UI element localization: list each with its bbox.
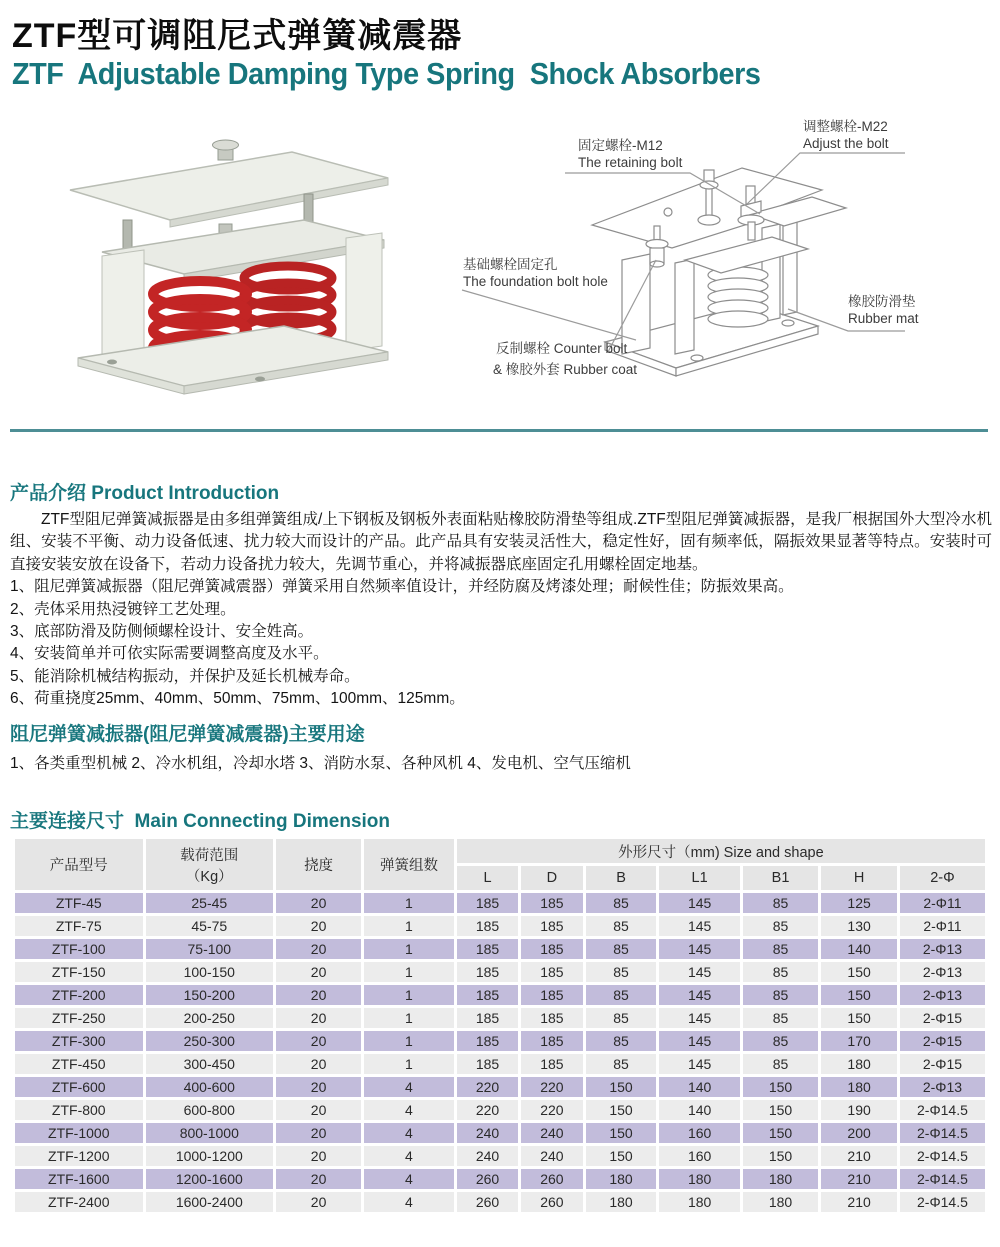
- table-cell: 1600-2400: [146, 1192, 274, 1212]
- col-header-L1: L1: [659, 866, 739, 890]
- table-cell: 1: [364, 1031, 454, 1051]
- table-cell: 185: [521, 962, 582, 982]
- table-cell: 20: [276, 962, 361, 982]
- table-cell: 240: [521, 1146, 582, 1166]
- table-cell: 220: [521, 1100, 582, 1120]
- table-cell: 180: [821, 1077, 897, 1097]
- table-cell: 140: [821, 939, 897, 959]
- table-cell: 85: [586, 1008, 657, 1028]
- table-cell: 85: [586, 916, 657, 936]
- table-cell: 45-75: [146, 916, 274, 936]
- table-cell: 185: [521, 939, 582, 959]
- col-header-spring-groups: 弹簧组数: [364, 839, 454, 890]
- table-cell: 20: [276, 1031, 361, 1051]
- table-cell: 240: [457, 1123, 518, 1143]
- table-cell: 180: [659, 1169, 739, 1189]
- table-cell: 20: [276, 939, 361, 959]
- table-cell: 200-250: [146, 1008, 274, 1028]
- intro-item: 1、阻尼弹簧减振器（阻尼弹簧减震器）弹簧采用自然频率值设计，并经防腐及烤漆处理；耐候性佳；防振效果高。: [10, 578, 794, 596]
- table-cell: 800-1000: [146, 1123, 274, 1143]
- table-cell: 85: [743, 1054, 819, 1074]
- table-cell: 1000-1200: [146, 1146, 274, 1166]
- table-cell: 20: [276, 1077, 361, 1097]
- table-cell: 4: [364, 1077, 454, 1097]
- table-cell: 185: [457, 939, 518, 959]
- table-cell: 85: [743, 939, 819, 959]
- label-rubber-mat-zh: 橡胶防滑垫: [848, 294, 916, 309]
- main-uses-text: 1、各类重型机械 2、冷水机组，冷却水塔 3、消防水泵、各种风机 4、发电机、空气压缩机: [10, 755, 631, 772]
- table-cell: 145: [659, 916, 739, 936]
- col-header-load-range: [146, 839, 274, 890]
- table-cell: 145: [659, 1054, 739, 1074]
- spring-absorber-photo-image: [50, 132, 400, 397]
- product-introduction-text: [10, 509, 992, 711]
- table-row: [15, 893, 985, 913]
- product-photo: [50, 132, 400, 397]
- table-cell: 150: [586, 1077, 657, 1097]
- label-counter-bolt: 反制螺栓 Counter bolt: [496, 341, 628, 356]
- label-retaining-bolt-en: The retaining bolt: [578, 155, 683, 170]
- table-cell: 140: [659, 1100, 739, 1120]
- table-cell: 220: [521, 1077, 582, 1097]
- table-cell: 25-45: [146, 893, 274, 913]
- table-cell: ZTF-1600: [15, 1169, 143, 1189]
- table-cell: 2-Φ13: [900, 962, 985, 982]
- table-row: [15, 1008, 985, 1028]
- table-cell: 185: [521, 1031, 582, 1051]
- table-cell: 210: [821, 1169, 897, 1189]
- table-cell: ZTF-450: [15, 1054, 143, 1074]
- table-row: [15, 1077, 985, 1097]
- table-cell: ZTF-1000: [15, 1123, 143, 1143]
- table-cell: 20: [276, 985, 361, 1005]
- table-cell: 85: [743, 893, 819, 913]
- table-cell: 185: [521, 916, 582, 936]
- table-cell: 85: [743, 962, 819, 982]
- table-cell: 20: [276, 1100, 361, 1120]
- table-cell: 85: [586, 1054, 657, 1074]
- col-header-D: D: [521, 866, 582, 890]
- intro-item: 4、安装简单并可依实际需要调整高度及水平。: [10, 645, 329, 663]
- table-cell: 2-Φ13: [900, 939, 985, 959]
- table-cell: ZTF-1200: [15, 1146, 143, 1166]
- table-cell: 20: [276, 893, 361, 913]
- page-title-chinese: ZTF型可调阻尼式弹簧减震器: [12, 17, 463, 55]
- table-row: [15, 1031, 985, 1051]
- table-row: [15, 1100, 985, 1120]
- table-cell: 150: [743, 1100, 819, 1120]
- table-cell: ZTF-300: [15, 1031, 143, 1051]
- table-cell: 2-Φ14.5: [900, 1123, 985, 1143]
- table-cell: 185: [457, 893, 518, 913]
- table-cell: 2-Φ14.5: [900, 1100, 985, 1120]
- table-cell: 85: [586, 893, 657, 913]
- table-row: [15, 985, 985, 1005]
- label-foundation-hole-zh: 基础螺栓固定孔: [463, 257, 558, 272]
- col-header-deflection: 挠度: [276, 839, 361, 890]
- table-cell: 20: [276, 1192, 361, 1212]
- table-cell: 145: [659, 962, 739, 982]
- table-cell: 2-Φ11: [900, 916, 985, 936]
- label-retaining-bolt-zh: 固定螺栓-M12: [578, 138, 663, 153]
- table-cell: 85: [743, 1031, 819, 1051]
- table-cell: 220: [457, 1077, 518, 1097]
- col-header-B: B: [586, 866, 657, 890]
- table-cell: 4: [364, 1169, 454, 1189]
- spec-table-container: [12, 836, 988, 1215]
- table-cell: 260: [457, 1192, 518, 1212]
- table-cell: 150: [821, 1008, 897, 1028]
- table-cell: 300-450: [146, 1054, 274, 1074]
- table-row: [15, 1146, 985, 1166]
- label-rubber-coat: & 橡胶外套 Rubber coat: [493, 362, 638, 377]
- label-rubber-mat-en: Rubber mat: [848, 311, 919, 326]
- table-cell: 2-Φ15: [900, 1031, 985, 1051]
- table-cell: 150: [586, 1100, 657, 1120]
- table-cell: 185: [457, 916, 518, 936]
- table-cell: 20: [276, 916, 361, 936]
- table-cell: 260: [457, 1169, 518, 1189]
- table-cell: 20: [276, 1008, 361, 1028]
- table-cell: 180: [586, 1192, 657, 1212]
- table-cell: 185: [457, 1054, 518, 1074]
- table-cell: 145: [659, 1008, 739, 1028]
- intro-item: 3、底部防滑及防侧倾螺栓设计、安全姓高。: [10, 623, 314, 641]
- table-cell: 180: [821, 1054, 897, 1074]
- col-header-L: L: [457, 866, 518, 890]
- table-cell: 85: [743, 1008, 819, 1028]
- spec-table: [12, 836, 988, 1215]
- section-heading-main-uses: 阻尼弹簧减振器(阻尼弹簧减震器)主要用途: [10, 724, 365, 745]
- intro-paragraph: ZTF型阻尼弹簧减振器是由多组弹簧组成/上下钢板及钢板外表面粘贴橡胶防滑垫等组成.ZTF型阻尼弹簧减振器，是我厂根据国外大型冷水机组、安装不平衡、动力设备低速、扰力较大而设计的产品。此产品具有安装灵活性大，稳定性好，固有频率低，隔振效果显著等特点。安装时可直接安装安放在设备下，若动力设备扰力较大，先调节重心，并将减振器底座固定孔用螺栓固定地基。: [10, 511, 992, 573]
- table-cell: 260: [521, 1192, 582, 1212]
- table-cell: 20: [276, 1054, 361, 1074]
- teal-divider-line: [10, 429, 988, 432]
- col-header-H: H: [821, 866, 897, 890]
- table-cell: 260: [521, 1169, 582, 1189]
- table-cell: 150: [586, 1123, 657, 1143]
- label-rubber-mat: [848, 293, 919, 327]
- label-retaining-bolt: [578, 137, 682, 171]
- col-header-B1: B1: [743, 866, 819, 890]
- table-cell: 150: [821, 962, 897, 982]
- table-cell: 100-150: [146, 962, 274, 982]
- table-cell: 4: [364, 1123, 454, 1143]
- label-foundation-hole: [463, 256, 608, 290]
- table-cell: 1200-1600: [146, 1169, 274, 1189]
- table-cell: ZTF-200: [15, 985, 143, 1005]
- table-cell: ZTF-75: [15, 916, 143, 936]
- table-cell: 150: [743, 1146, 819, 1166]
- table-cell: 2-Φ13: [900, 985, 985, 1005]
- table-cell: 600-800: [146, 1100, 274, 1120]
- table-cell: 145: [659, 1031, 739, 1051]
- table-cell: 85: [586, 1031, 657, 1051]
- section-heading-connecting-dimension: 主要连接尺寸 Main Connecting Dimension: [10, 811, 391, 832]
- table-cell: 160: [659, 1123, 739, 1143]
- table-cell: 185: [521, 1008, 582, 1028]
- table-cell: 185: [457, 962, 518, 982]
- table-cell: 2-Φ14.5: [900, 1192, 985, 1212]
- table-cell: 145: [659, 985, 739, 1005]
- table-cell: ZTF-600: [15, 1077, 143, 1097]
- label-adjust-bolt-en: Adjust the bolt: [803, 136, 889, 151]
- table-row: [15, 939, 985, 959]
- table-cell: 145: [659, 939, 739, 959]
- spec-table-header: [15, 839, 985, 890]
- page-title-english: ZTF Adjustable Damping Type Spring Shock Absorbers: [12, 56, 761, 91]
- table-cell: 185: [457, 985, 518, 1005]
- col-header-load-range-unit: （Kg）: [185, 868, 233, 885]
- table-cell: 240: [457, 1146, 518, 1166]
- table-cell: 1: [364, 939, 454, 959]
- col-header-2phi: 2-Φ: [900, 866, 985, 890]
- table-cell: 220: [457, 1100, 518, 1120]
- label-foundation-hole-en: The foundation bolt hole: [463, 274, 608, 289]
- table-cell: 85: [586, 962, 657, 982]
- table-cell: 210: [821, 1192, 897, 1212]
- table-cell: 75-100: [146, 939, 274, 959]
- table-cell: 20: [276, 1169, 361, 1189]
- table-cell: 1: [364, 1008, 454, 1028]
- table-cell: 125: [821, 893, 897, 913]
- col-header-size-group: 外形尺寸（mm) Size and shape: [457, 839, 985, 863]
- table-cell: 1: [364, 916, 454, 936]
- table-cell: 20: [276, 1123, 361, 1143]
- table-cell: 185: [457, 1031, 518, 1051]
- table-cell: 185: [521, 893, 582, 913]
- table-cell: 2-Φ15: [900, 1008, 985, 1028]
- table-cell: 145: [659, 893, 739, 913]
- table-cell: 180: [586, 1169, 657, 1189]
- table-cell: 4: [364, 1100, 454, 1120]
- table-cell: ZTF-100: [15, 939, 143, 959]
- table-cell: 150: [743, 1077, 819, 1097]
- table-cell: 150-200: [146, 985, 274, 1005]
- table-cell: 190: [821, 1100, 897, 1120]
- table-cell: 2-Φ15: [900, 1054, 985, 1074]
- table-cell: 2-Φ14.5: [900, 1146, 985, 1166]
- table-cell: ZTF-2400: [15, 1192, 143, 1212]
- table-cell: ZTF-45: [15, 893, 143, 913]
- table-cell: 170: [821, 1031, 897, 1051]
- table-row: [15, 916, 985, 936]
- section-heading-product-introduction: 产品介绍 Product Introduction: [10, 483, 280, 504]
- table-cell: 160: [659, 1146, 739, 1166]
- table-cell: 1: [364, 962, 454, 982]
- label-adjust-bolt: [803, 118, 889, 152]
- table-cell: 20: [276, 1146, 361, 1166]
- table-cell: 4: [364, 1192, 454, 1212]
- table-cell: 85: [586, 985, 657, 1005]
- intro-item: 5、能消除机械结构振动，并保护及延长机械寿命。: [10, 667, 360, 685]
- product-diagram: [450, 110, 1000, 405]
- table-cell: 210: [821, 1146, 897, 1166]
- table-row: [15, 962, 985, 982]
- table-cell: 150: [586, 1146, 657, 1166]
- col-header-load-range-zh: 载荷范围: [180, 847, 239, 864]
- table-cell: 400-600: [146, 1077, 274, 1097]
- table-cell: 250-300: [146, 1031, 274, 1051]
- table-cell: 85: [586, 939, 657, 959]
- label-adjust-bolt-zh: 调整螺栓-M22: [803, 119, 888, 134]
- table-row: [15, 1192, 985, 1212]
- table-cell: 180: [659, 1192, 739, 1212]
- table-cell: 1: [364, 893, 454, 913]
- table-cell: 2-Φ13: [900, 1077, 985, 1097]
- table-cell: 1: [364, 1054, 454, 1074]
- table-cell: 130: [821, 916, 897, 936]
- table-cell: ZTF-250: [15, 1008, 143, 1028]
- table-row: [15, 1123, 985, 1143]
- table-cell: 200: [821, 1123, 897, 1143]
- table-cell: 150: [743, 1123, 819, 1143]
- table-cell: 2-Φ14.5: [900, 1169, 985, 1189]
- spec-table-body: [15, 893, 985, 1212]
- table-cell: 185: [457, 1008, 518, 1028]
- table-row: [15, 1169, 985, 1189]
- table-cell: 185: [521, 985, 582, 1005]
- table-cell: 185: [521, 1054, 582, 1074]
- intro-item: 2、壳体采用热浸镀锌工艺处理。: [10, 600, 236, 618]
- table-cell: ZTF-800: [15, 1100, 143, 1120]
- table-cell: 4: [364, 1146, 454, 1166]
- table-cell: 85: [743, 985, 819, 1005]
- table-cell: 1: [364, 985, 454, 1005]
- table-cell: 180: [743, 1169, 819, 1189]
- table-row: [15, 1054, 985, 1074]
- table-cell: 240: [521, 1123, 582, 1143]
- table-cell: 180: [743, 1192, 819, 1212]
- table-cell: 2-Φ11: [900, 893, 985, 913]
- table-cell: 150: [821, 985, 897, 1005]
- table-cell: 85: [743, 916, 819, 936]
- table-cell: 140: [659, 1077, 739, 1097]
- col-header-model: 产品型号: [15, 839, 143, 890]
- table-cell: ZTF-150: [15, 962, 143, 982]
- intro-item: 6、荷重挠度25mm、40mm、50mm、75mm、100mm、125mm。: [10, 690, 465, 708]
